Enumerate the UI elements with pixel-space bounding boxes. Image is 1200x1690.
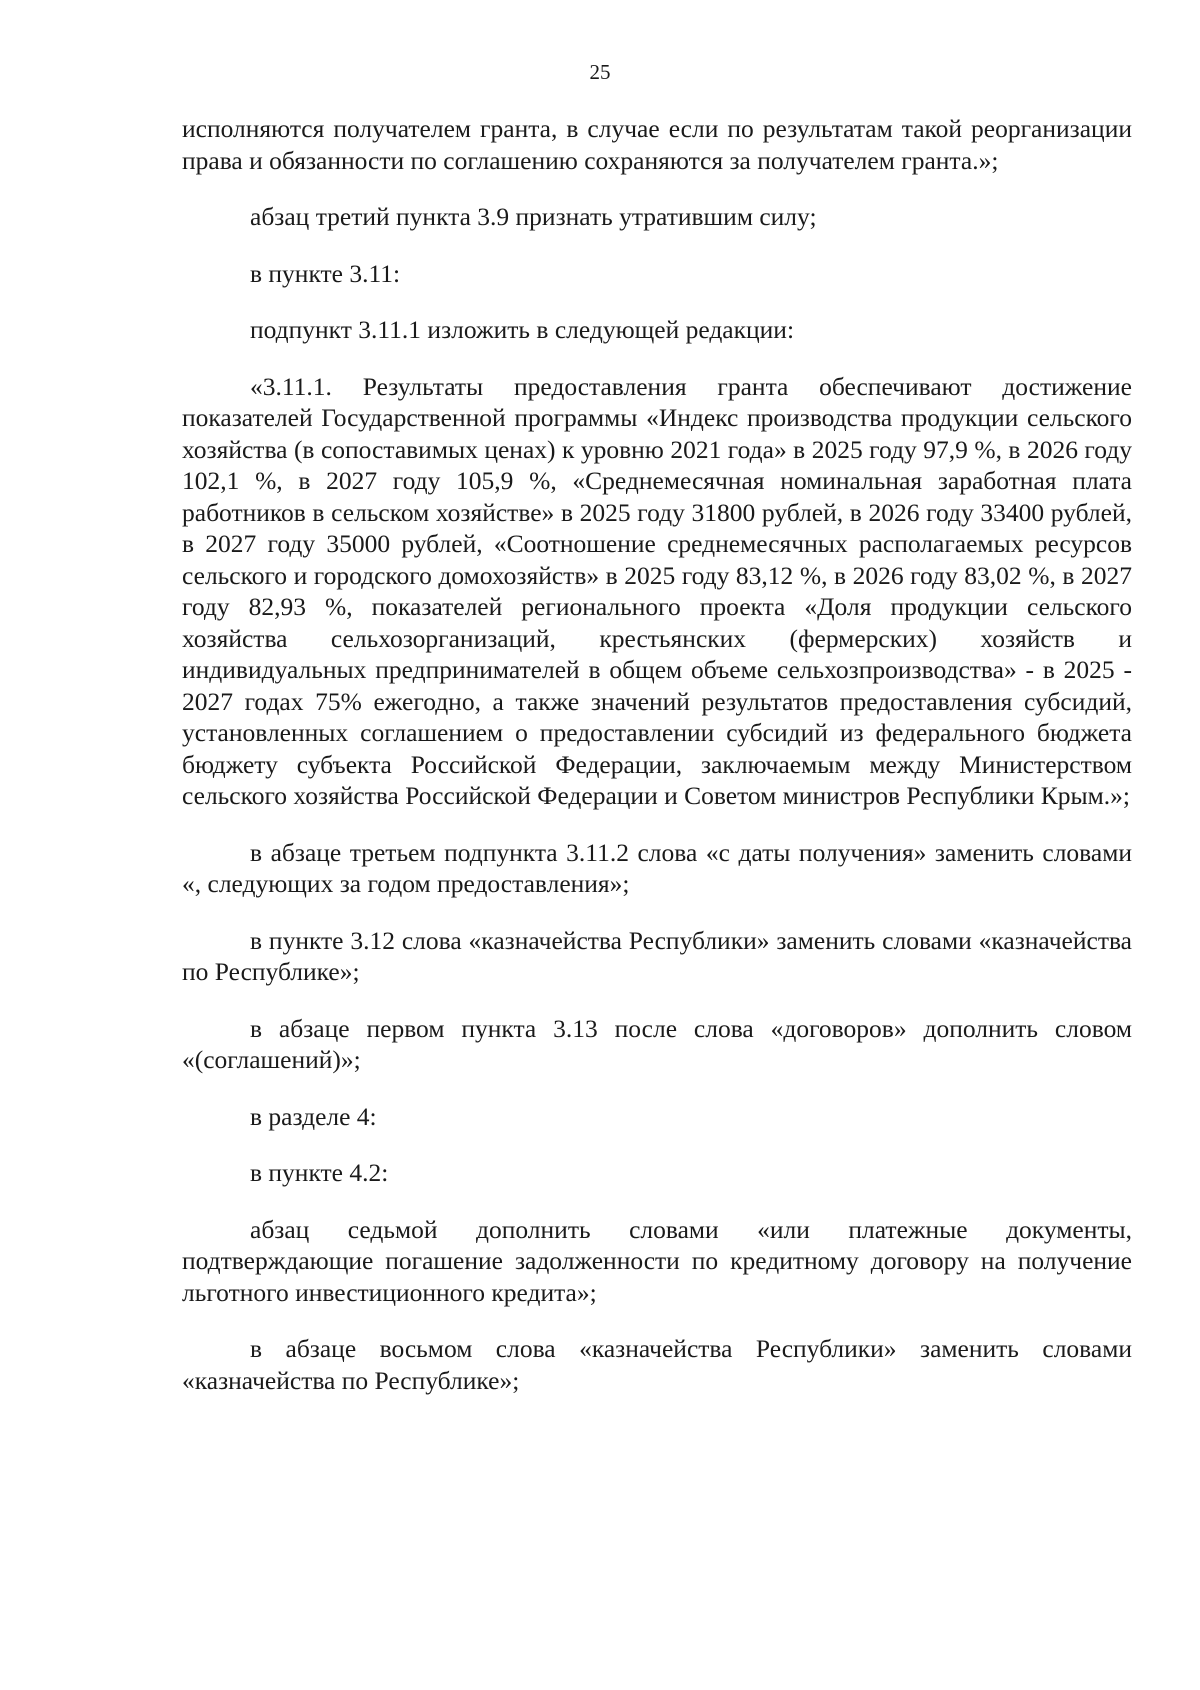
paragraph-clause-3-12: в пункте 3.12 слова «казначейства Республики» заменить словами «казначейства по Республике»; <box>182 925 1132 986</box>
paragraph-clause-4-2-seventh: абзац седьмой дополнить словами «или платежные документы, подтверждающие погашение задолженности по кредитному договору на получение льготного инвестиционного кредита»; <box>182 1214 1132 1307</box>
paragraph-clause-4-2-eighth: в абзаце восьмом слова «казначейства Республики» заменить словами «казначейства по Республике»; <box>182 1334 1132 1395</box>
paragraph-clause-3-11-heading: в пункте 3.11: <box>250 258 401 288</box>
paragraph-section-4-heading: в разделе 4: <box>250 1101 377 1131</box>
document-body <box>182 113 1132 1421</box>
paragraph-subclause-3-11-1-text: «3.11.1. Результаты предоставления гранта обеспечивают достижение показателей Государственной программы «Индекс производства продукции сельского хозяйства (в сопоставимых ценах) к уровню 2021 года» в 2025 году 97,9 %, в 2026 году 102,1 %, в 2027 году 105,9 %, «Среднемесячная номинальная заработная плата работников в сельском хозяйстве» в 2025 году 31800 рублей, в 2026 году 33400 рублей, в 2027 году 35000 рублей, «Соотношение среднемесячных располагаемых ресурсов сельского и городского домохозяйств» в 2025 году 83,12 %, в 2026 году 83,02 %, в 2027 году 82,93 %, показателей регионального проекта «Доля продукции сельского хозяйства сельхозорганизаций, крестьянских (фермерских) хозяйств и индивидуальных предпринимателей в общем объеме сельхозпроизводства» - в 2025 - 2027 годах 75% ежегодно, а также значений результатов предоставления субсидий, установленных соглашением о предоставлении субсидий из федерального бюджета бюджету субъекта Российской Федерации, заключаемым между Министерством сельского хозяйства Российской Федерации и Советом министров Республики Крым.»; <box>182 371 1132 810</box>
page-number: 25 <box>589 60 611 84</box>
paragraph-subclause-3-11-2: в абзаце третьем подпункта 3.11.2 слова «с даты получения» заменить словами «, следующих за годом предоставления»; <box>182 837 1132 898</box>
paragraph-subclause-3-11-1-intro: подпункт 3.11.1 изложить в следующей редакции: <box>250 315 795 344</box>
paragraph-clause-3-13: в абзаце первом пункта 3.13 после слова «договоров» дополнить словом «(соглашений)»; <box>182 1013 1132 1074</box>
paragraph-continuation: исполняются получателем гранта, в случае если по результатам такой реорганизации права и обязанности по соглашению сохраняются за получателем гранта.»; <box>182 114 1132 175</box>
paragraph-clause-3-9: абзац третий пункта 3.9 признать утратившим силу; <box>250 202 817 231</box>
paragraph-clause-4-2-heading: в пункте 4.2: <box>250 1158 389 1187</box>
